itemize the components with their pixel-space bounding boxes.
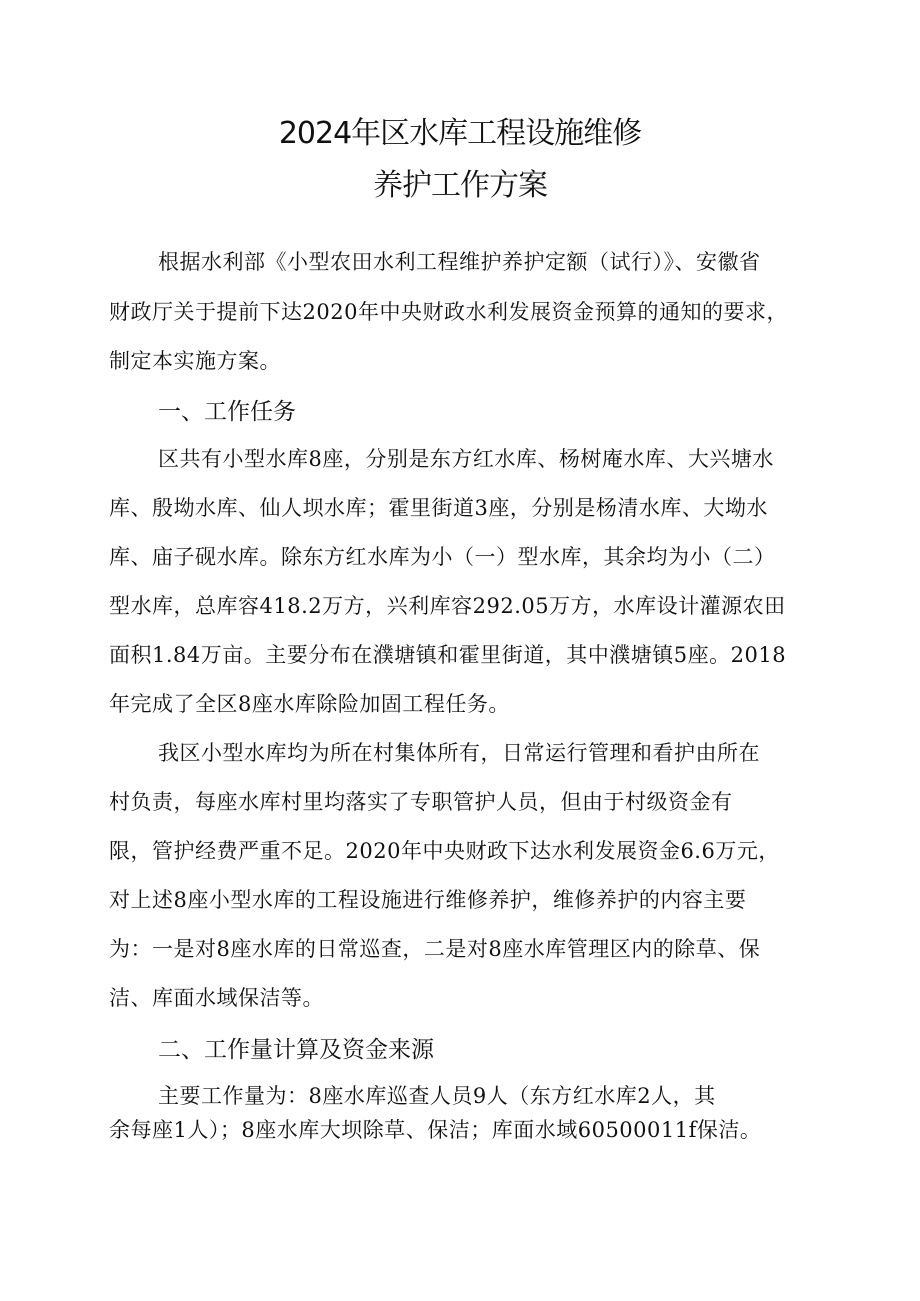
section1-para2-line-2: 村负责，每座水库村里均落实了专职管护人员，但由于村级资金有 — [109, 790, 733, 814]
document-title-line-1: 2024年区水库工程设施维修 — [278, 116, 642, 151]
intro-line-1: 根据水利部《小型农田水利工程维护养护定额（试行）》、安徽省 — [158, 250, 761, 274]
section1-para1-line-4: 型水库，总库容418.2万方，兴利库容292.05万方，水库设计灌源农田 — [109, 594, 786, 618]
section1-para2-line-3: 限，管护经费严重不足。2020年中央财政下达水利发展资金6.6万元， — [109, 839, 780, 863]
section1-para2-line-4: 对上述8座小型水库的工程设施进行维修养护，维修养护的内容主要 — [109, 888, 747, 912]
section1-para2-line-5: 为：一是对8座水库的日常巡查，二是对8座水库管理区内的除草、保 — [109, 937, 761, 961]
section1-para2-line-6: 洁、库面水域保洁等。 — [109, 986, 324, 1010]
section1-para1-line-3: 库、庙子砚水库。除东方红水库为小（一）型水库，其余均为小（二） — [109, 545, 776, 569]
intro-line-3: 制定本实施方案。 — [109, 349, 281, 373]
section1-para1-line-5: 面积1.84万亩。主要分布在濮塘镇和霍里街道，其中濮塘镇5座。2018 — [109, 643, 787, 667]
section2-para1-line-1: 主要工作量为：8座水库巡查人员9人（东方红水库2人，其 — [158, 1084, 716, 1108]
section1-para1-line-6: 年完成了全区8座水库除险加固工程任务。 — [109, 692, 510, 716]
section-heading-work-tasks: 一、工作任务 — [158, 399, 296, 425]
section1-para2-line-1: 我区小型水库均为所在村集体所有，日常运行管理和看护由所在 — [158, 741, 760, 765]
section1-para1-line-2: 库、殷坳水库、仙人坝水库；霍里街道3座，分别是杨清水库、大坳水 — [109, 496, 768, 520]
section1-para1-line-1: 区共有小型水库8座，分别是东方红水库、杨树庵水库、大兴塘水 — [158, 447, 774, 471]
document-title-line-2: 养护工作方案 — [373, 168, 547, 203]
intro-line-2: 财政厅关于提前下达2020年中央财政水利发展资金预算的通知的要求， — [109, 300, 788, 324]
section-heading-workload-and-funding: 二、工作量计算及资金来源 — [158, 1037, 434, 1063]
section2-para1-line-2: 余每座1人）；8座水库大坝除草、保洁；库面水域60500011f保洁。 — [109, 1118, 762, 1142]
